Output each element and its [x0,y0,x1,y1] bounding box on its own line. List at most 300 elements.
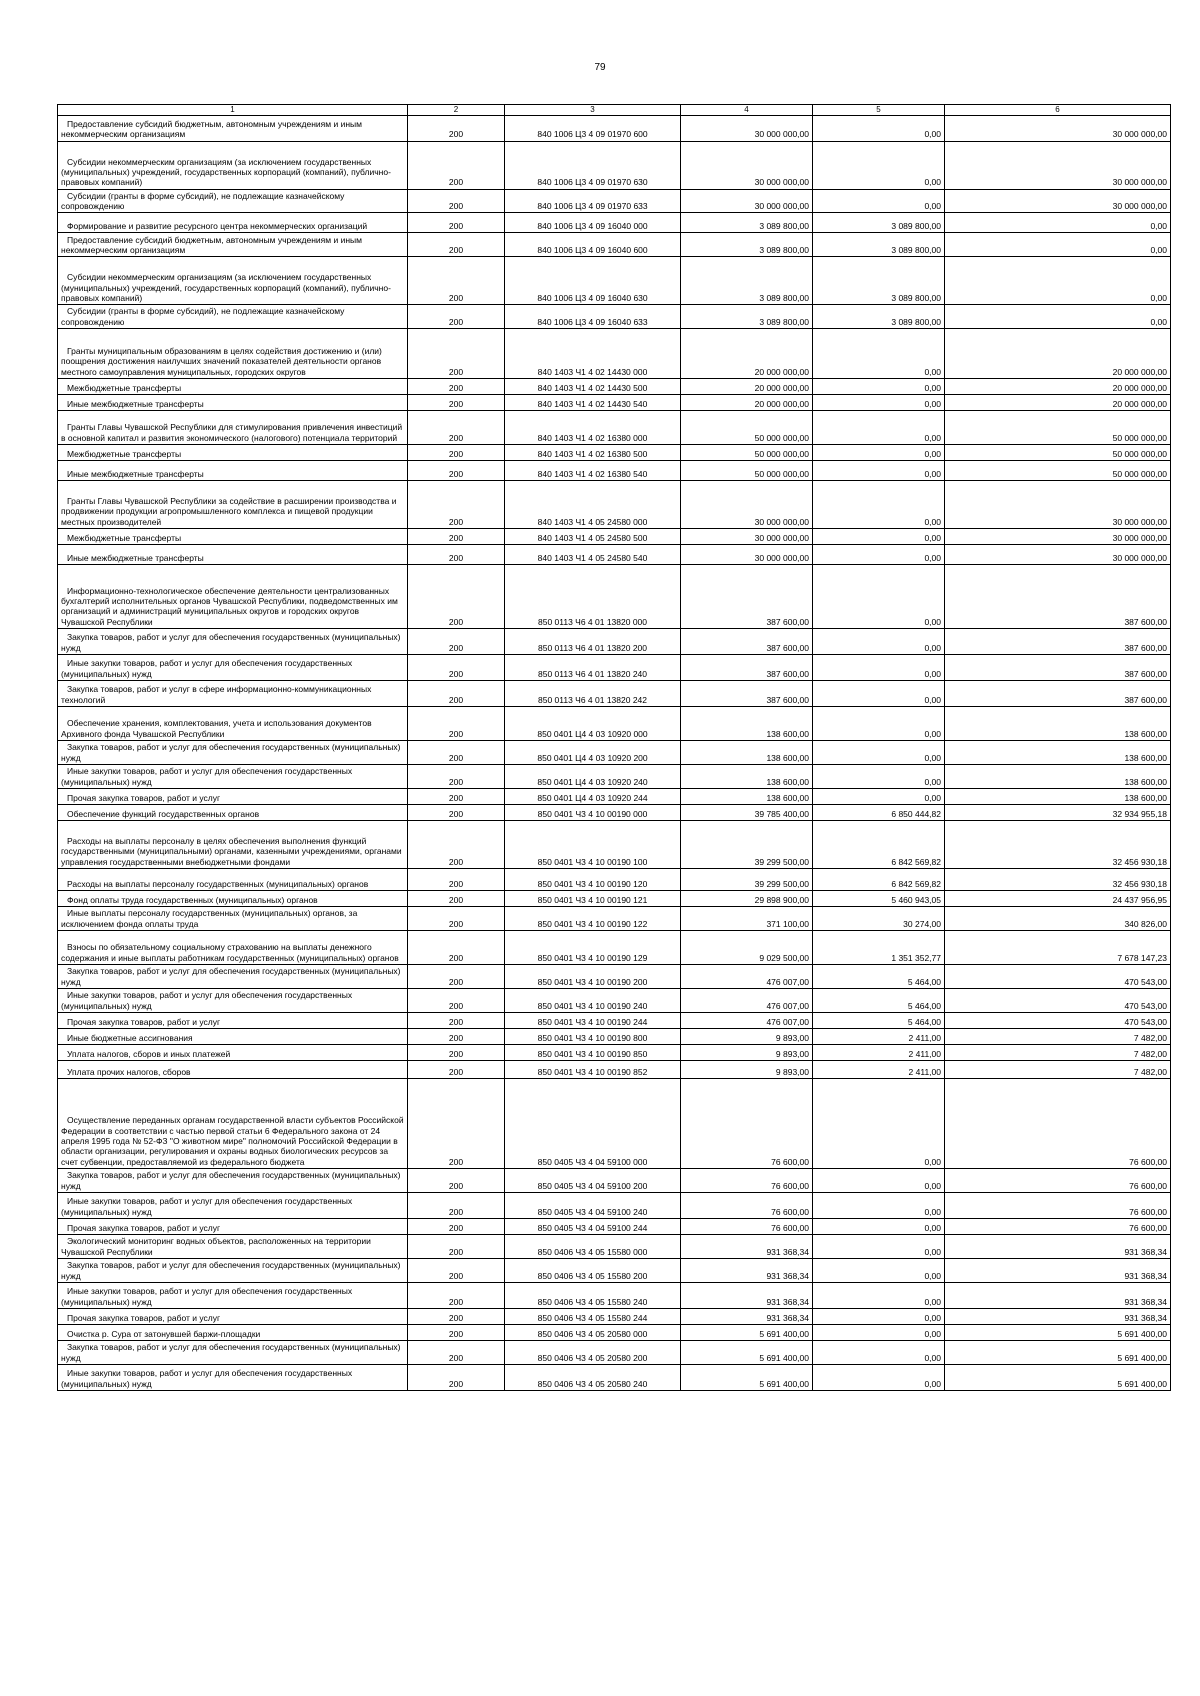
row-amount-remaining: 76 600,00 [945,1079,1171,1169]
table-row [58,765,1171,789]
row-name: Закупка товаров, работ и услуг для обеспечения государственных (муниципальных) нужд [58,741,408,765]
row-amount-plan: 50 000 000,00 [681,461,813,481]
table-row [58,481,1171,529]
row-col2: 200 [408,379,505,395]
row-name: Иные межбюджетные трансферты [58,461,408,481]
row-amount-plan: 30 000 000,00 [681,481,813,529]
row-amount-executed: 0,00 [813,445,945,461]
row-code: 840 1403 Ч1 4 05 24580 540 [505,545,681,565]
row-name: Очистка р. Сура от затонувшей баржи-площадки [58,1325,408,1341]
row-amount-plan: 9 893,00 [681,1045,813,1061]
row-col2: 200 [408,1309,505,1325]
row-amount-executed: 6 842 569,82 [813,821,945,869]
row-code: 850 0401 Ч3 4 10 00190 244 [505,1013,681,1029]
row-name: Гранты Главы Чувашской Республики для стимулирования привлечения инвестиций в основной капитал и развития экономического (налогового) потенциала территорий [58,411,408,445]
table-row [58,1079,1171,1169]
row-code: 840 1403 Ч1 4 05 24580 500 [505,529,681,545]
row-col2: 200 [408,989,505,1013]
table-row [58,529,1171,545]
row-name: Иные межбюджетные трансферты [58,395,408,411]
row-amount-remaining: 0,00 [945,213,1171,233]
table-row [58,257,1171,305]
table-row [58,189,1171,213]
table-row [58,1029,1171,1045]
row-col2: 200 [408,189,505,213]
row-amount-executed: 3 089 800,00 [813,233,945,257]
row-amount-remaining: 138 600,00 [945,741,1171,765]
table-row [58,741,1171,765]
row-amount-plan: 50 000 000,00 [681,445,813,461]
table-row [58,411,1171,445]
row-code: 850 0113 Ч6 4 01 13820 000 [505,565,681,629]
row-amount-remaining: 50 000 000,00 [945,461,1171,481]
row-name: Прочая закупка товаров, работ и услуг [58,1219,408,1235]
row-amount-executed: 0,00 [813,655,945,681]
row-col2: 200 [408,891,505,907]
row-col2: 200 [408,741,505,765]
row-amount-executed: 0,00 [813,765,945,789]
row-name: Закупка товаров, работ и услуг для обеспечения государственных (муниципальных) нужд [58,1169,408,1193]
table-row [58,233,1171,257]
row-amount-executed: 0,00 [813,1235,945,1259]
row-code: 850 0401 Ч3 4 10 00190 100 [505,821,681,869]
row-code: 840 1403 Ч1 4 02 14430 540 [505,395,681,411]
row-amount-remaining: 50 000 000,00 [945,411,1171,445]
row-code: 850 0401 Ц4 4 03 10920 200 [505,741,681,765]
row-col2: 200 [408,805,505,821]
row-amount-plan: 476 007,00 [681,965,813,989]
row-name: Иные закупки товаров, работ и услуг для обеспечения государственных (муниципальных) нужд [58,655,408,681]
row-amount-remaining: 5 691 400,00 [945,1341,1171,1365]
row-col2: 200 [408,965,505,989]
row-amount-executed: 3 089 800,00 [813,257,945,305]
table-row [58,789,1171,805]
row-amount-plan: 3 089 800,00 [681,257,813,305]
row-col2: 200 [408,461,505,481]
row-amount-remaining: 7 678 147,23 [945,931,1171,965]
row-name: Межбюджетные трансферты [58,445,408,461]
row-col2: 200 [408,681,505,707]
row-code: 850 0406 Ч3 4 05 15580 240 [505,1283,681,1309]
table-row [58,379,1171,395]
row-amount-executed: 0,00 [813,1193,945,1219]
table-row [58,1219,1171,1235]
row-amount-remaining: 7 482,00 [945,1029,1171,1045]
row-amount-remaining: 76 600,00 [945,1169,1171,1193]
row-amount-plan: 9 893,00 [681,1029,813,1045]
row-amount-plan: 9 029 500,00 [681,931,813,965]
row-col2: 200 [408,305,505,329]
row-col2: 200 [408,1325,505,1341]
row-code: 850 0405 Ч3 4 04 59100 200 [505,1169,681,1193]
row-name: Закупка товаров, работ и услуг для обеспечения государственных (муниципальных) нужд [58,1341,408,1365]
row-col2: 200 [408,1029,505,1045]
row-amount-remaining: 340 826,00 [945,907,1171,931]
row-code: 850 0405 Ч3 4 04 59100 240 [505,1193,681,1219]
row-code: 850 0401 Ч3 4 10 00190 852 [505,1061,681,1079]
row-amount-plan: 3 089 800,00 [681,233,813,257]
table-row [58,329,1171,379]
row-code: 840 1403 Ч1 4 02 14430 000 [505,329,681,379]
row-code: 840 1006 Ц3 4 09 16040 633 [505,305,681,329]
table-row [58,445,1171,461]
row-amount-plan: 76 600,00 [681,1193,813,1219]
row-code: 840 1006 Ц3 4 09 01970 600 [505,115,681,141]
row-name: Иные выплаты персоналу государственных (муниципальных) органов, за исключением фонда оплаты труда [58,907,408,931]
row-code: 850 0401 Ч3 4 10 00190 122 [505,907,681,931]
row-amount-plan: 931 368,34 [681,1309,813,1325]
row-amount-executed: 1 351 352,77 [813,931,945,965]
table-row [58,1193,1171,1219]
row-amount-plan: 9 893,00 [681,1061,813,1079]
row-amount-executed: 3 089 800,00 [813,213,945,233]
row-col2: 200 [408,329,505,379]
row-amount-plan: 20 000 000,00 [681,329,813,379]
column-header: 2 [408,105,505,116]
row-col2: 200 [408,257,505,305]
row-amount-plan: 20 000 000,00 [681,395,813,411]
row-col2: 200 [408,529,505,545]
row-name: Межбюджетные трансферты [58,529,408,545]
row-name: Гранты муниципальным образованиям в целях содействия достижению и (или) поощрения достижения наилучших значений показателей деятельности органов местного самоуправления муниципальных, городских округов [58,329,408,379]
table-row [58,1013,1171,1029]
row-amount-remaining: 0,00 [945,257,1171,305]
page-number: 79 [594,62,606,73]
row-name: Прочая закупка товаров, работ и услуг [58,1013,408,1029]
row-amount-remaining: 20 000 000,00 [945,379,1171,395]
row-amount-plan: 30 000 000,00 [681,545,813,565]
row-amount-remaining: 20 000 000,00 [945,329,1171,379]
row-amount-plan: 76 600,00 [681,1079,813,1169]
row-name: Прочая закупка товаров, работ и услуг [58,1309,408,1325]
row-col2: 200 [408,707,505,741]
row-amount-remaining: 387 600,00 [945,681,1171,707]
row-amount-plan: 387 600,00 [681,629,813,655]
row-amount-executed: 0,00 [813,1169,945,1193]
row-col2: 200 [408,1061,505,1079]
table-row [58,141,1171,189]
row-code: 850 0401 Ч3 4 10 00190 120 [505,869,681,891]
row-code: 840 1403 Ч1 4 02 16380 500 [505,445,681,461]
row-amount-remaining: 76 600,00 [945,1193,1171,1219]
row-name: Субсидии некоммерческим организациям (за исключением государственных (муниципальных) учреждений, государственных корпораций (компаний), публично-правовых компаний) [58,257,408,305]
row-col2: 200 [408,821,505,869]
row-amount-executed: 2 411,00 [813,1029,945,1045]
row-code: 850 0401 Ч3 4 10 00190 200 [505,965,681,989]
row-amount-remaining: 138 600,00 [945,707,1171,741]
table-row [58,305,1171,329]
row-code: 840 1006 Ц3 4 09 01970 630 [505,141,681,189]
row-name: Прочая закупка товаров, работ и услуг [58,789,408,805]
row-amount-executed: 5 460 943,05 [813,891,945,907]
row-amount-executed: 0,00 [813,681,945,707]
row-col2: 200 [408,907,505,931]
table-row [58,907,1171,931]
row-amount-plan: 30 000 000,00 [681,115,813,141]
row-name: Иные закупки товаров, работ и услуг для обеспечения государственных (муниципальных) нужд [58,1365,408,1391]
row-amount-remaining: 20 000 000,00 [945,395,1171,411]
table-row [58,1283,1171,1309]
row-name: Обеспечение функций государственных органов [58,805,408,821]
row-name: Взносы по обязательному социальному страхованию на выплаты денежного содержания и иные выплаты работникам государственных (муниципальных) органов [58,931,408,965]
table-row [58,989,1171,1013]
row-code: 840 1006 Ц3 4 09 16040 630 [505,257,681,305]
row-name: Уплата налогов, сборов и иных платежей [58,1045,408,1061]
row-amount-executed: 0,00 [813,141,945,189]
row-amount-executed: 6 842 569,82 [813,869,945,891]
row-name: Уплата прочих налогов, сборов [58,1061,408,1079]
row-col2: 200 [408,869,505,891]
row-amount-plan: 138 600,00 [681,707,813,741]
row-code: 850 0406 Ч3 4 05 20580 240 [505,1365,681,1391]
row-amount-remaining: 7 482,00 [945,1061,1171,1079]
table-row [58,707,1171,741]
row-amount-executed: 0,00 [813,707,945,741]
row-amount-executed: 0,00 [813,395,945,411]
row-amount-executed: 30 274,00 [813,907,945,931]
row-amount-plan: 138 600,00 [681,765,813,789]
row-amount-remaining: 470 543,00 [945,1013,1171,1029]
row-code: 840 1403 Ч1 4 05 24580 000 [505,481,681,529]
column-header: 6 [945,105,1171,116]
table-row [58,1259,1171,1283]
table-row [58,565,1171,629]
row-amount-remaining: 470 543,00 [945,989,1171,1013]
column-number-row [58,105,1171,116]
table-row [58,931,1171,965]
row-amount-executed: 0,00 [813,329,945,379]
row-amount-plan: 30 000 000,00 [681,529,813,545]
row-code: 850 0401 Ц4 4 03 10920 000 [505,707,681,741]
row-col2: 200 [408,545,505,565]
row-name: Расходы на выплаты персоналу государственных (муниципальных) органов [58,869,408,891]
row-amount-plan: 39 785 400,00 [681,805,813,821]
row-col2: 200 [408,931,505,965]
row-col2: 200 [408,765,505,789]
row-code: 850 0405 Ч3 4 04 59100 000 [505,1079,681,1169]
row-amount-executed: 0,00 [813,189,945,213]
row-amount-executed: 0,00 [813,741,945,765]
row-code: 850 0401 Ц4 4 03 10920 244 [505,789,681,805]
row-name: Закупка товаров, работ и услуг для обеспечения государственных (муниципальных) нужд [58,629,408,655]
row-amount-plan: 3 089 800,00 [681,305,813,329]
table-row [58,1309,1171,1325]
row-amount-remaining: 76 600,00 [945,1219,1171,1235]
row-name: Иные закупки товаров, работ и услуг для обеспечения государственных (муниципальных) нужд [58,1193,408,1219]
row-amount-executed: 0,00 [813,565,945,629]
row-amount-remaining: 931 368,34 [945,1235,1171,1259]
row-amount-plan: 371 100,00 [681,907,813,931]
row-amount-plan: 76 600,00 [681,1169,813,1193]
row-name: Иные закупки товаров, работ и услуг для обеспечения государственных (муниципальных) нужд [58,765,408,789]
row-amount-executed: 0,00 [813,1079,945,1169]
row-name: Предоставление субсидий бюджетным, автономным учреждениям и иным некоммерческим организациям [58,233,408,257]
row-col2: 200 [408,1259,505,1283]
table-row [58,1169,1171,1193]
row-amount-remaining: 30 000 000,00 [945,529,1171,545]
row-col2: 200 [408,445,505,461]
row-amount-remaining: 0,00 [945,233,1171,257]
row-amount-executed: 0,00 [813,1219,945,1235]
table-row [58,1341,1171,1365]
table-row [58,891,1171,907]
row-amount-remaining: 32 934 955,18 [945,805,1171,821]
row-col2: 200 [408,1193,505,1219]
row-amount-remaining: 5 691 400,00 [945,1325,1171,1341]
row-amount-remaining: 138 600,00 [945,789,1171,805]
table-row [58,461,1171,481]
table-body [58,115,1171,1390]
row-amount-plan: 5 691 400,00 [681,1325,813,1341]
row-amount-remaining: 24 437 956,95 [945,891,1171,907]
row-amount-plan: 931 368,34 [681,1283,813,1309]
row-name: Формирование и развитие ресурсного центра некоммерческих организаций [58,213,408,233]
table-row [58,213,1171,233]
row-amount-executed: 0,00 [813,115,945,141]
row-code: 850 0401 Ч3 4 10 00190 000 [505,805,681,821]
row-amount-plan: 931 368,34 [681,1235,813,1259]
row-amount-plan: 476 007,00 [681,989,813,1013]
row-amount-plan: 29 898 900,00 [681,891,813,907]
row-col2: 200 [408,1283,505,1309]
row-name: Субсидии некоммерческим организациям (за исключением государственных (муниципальных) учреждений, государственных корпораций (компаний), публично-правовых компаний) [58,141,408,189]
table-row [58,965,1171,989]
row-amount-executed: 2 411,00 [813,1061,945,1079]
row-code: 850 0113 Ч6 4 01 13820 240 [505,655,681,681]
row-amount-executed: 6 850 444,82 [813,805,945,821]
row-amount-executed: 0,00 [813,789,945,805]
row-col2: 200 [408,395,505,411]
row-amount-executed: 0,00 [813,1283,945,1309]
row-name: Межбюджетные трансферты [58,379,408,395]
row-code: 840 1403 Ч1 4 02 14430 500 [505,379,681,395]
table-row [58,1045,1171,1061]
column-header: 3 [505,105,681,116]
table-row [58,545,1171,565]
row-code: 840 1006 Ц3 4 09 01970 633 [505,189,681,213]
row-amount-remaining: 387 600,00 [945,629,1171,655]
row-col2: 200 [408,1219,505,1235]
table-row [58,115,1171,141]
row-amount-remaining: 30 000 000,00 [945,115,1171,141]
row-amount-remaining: 931 368,34 [945,1283,1171,1309]
row-amount-plan: 76 600,00 [681,1219,813,1235]
row-amount-plan: 387 600,00 [681,681,813,707]
row-code: 850 0113 Ч6 4 01 13820 200 [505,629,681,655]
row-name: Иные межбюджетные трансферты [58,545,408,565]
row-amount-remaining: 32 456 930,18 [945,821,1171,869]
row-amount-remaining: 30 000 000,00 [945,189,1171,213]
row-amount-remaining: 931 368,34 [945,1259,1171,1283]
table-row [58,805,1171,821]
row-code: 850 0406 Ч3 4 05 20580 200 [505,1341,681,1365]
row-amount-executed: 5 464,00 [813,1013,945,1029]
row-name: Экологический мониторинг водных объектов, расположенных на территории Чувашской Республики [58,1235,408,1259]
row-amount-executed: 0,00 [813,1259,945,1283]
row-code: 840 1403 Ч1 4 02 16380 000 [505,411,681,445]
row-amount-plan: 138 600,00 [681,789,813,805]
budget-table [57,104,1171,1391]
row-name: Предоставление субсидий бюджетным, автономным учреждениям и иным некоммерческим организациям [58,115,408,141]
row-code: 850 0113 Ч6 4 01 13820 242 [505,681,681,707]
row-code: 850 0405 Ч3 4 04 59100 244 [505,1219,681,1235]
row-col2: 200 [408,565,505,629]
row-name: Иные закупки товаров, работ и услуг для обеспечения государственных (муниципальных) нужд [58,1283,408,1309]
row-code: 840 1403 Ч1 4 02 16380 540 [505,461,681,481]
row-amount-remaining: 0,00 [945,305,1171,329]
row-code: 850 0401 Ч3 4 10 00190 129 [505,931,681,965]
row-amount-executed: 0,00 [813,481,945,529]
row-code: 850 0406 Ч3 4 05 15580 000 [505,1235,681,1259]
row-code: 840 1006 Ц3 4 09 16040 000 [505,213,681,233]
row-amount-executed: 0,00 [813,411,945,445]
table-row [58,869,1171,891]
row-amount-plan: 50 000 000,00 [681,411,813,445]
table-row [58,681,1171,707]
column-header: 5 [813,105,945,116]
row-amount-executed: 0,00 [813,1341,945,1365]
row-amount-executed: 0,00 [813,1325,945,1341]
row-name: Информационно-технологическое обеспечение деятельности централизованных бухгалтерий исполнительных органов Чувашской Республики, подведомственных им организаций и администраций муниципальных округов и городских округов Чувашской Республики [58,565,408,629]
row-amount-plan: 39 299 500,00 [681,869,813,891]
row-name: Закупка товаров, работ и услуг для обеспечения государственных (муниципальных) нужд [58,1259,408,1283]
table-row [58,1325,1171,1341]
row-name: Субсидии (гранты в форме субсидий), не подлежащие казначейскому сопровождению [58,305,408,329]
row-col2: 200 [408,1079,505,1169]
row-amount-plan: 138 600,00 [681,741,813,765]
table-row [58,1061,1171,1079]
row-amount-executed: 3 089 800,00 [813,305,945,329]
table-row [58,1365,1171,1391]
row-amount-remaining: 30 000 000,00 [945,481,1171,529]
row-amount-executed: 0,00 [813,529,945,545]
row-code: 850 0406 Ч3 4 05 20580 000 [505,1325,681,1341]
row-col2: 200 [408,1365,505,1391]
row-amount-executed: 5 464,00 [813,965,945,989]
row-amount-plan: 20 000 000,00 [681,379,813,395]
row-amount-remaining: 387 600,00 [945,565,1171,629]
row-col2: 200 [408,655,505,681]
row-name: Расходы на выплаты персоналу в целях обеспечения выполнения функций государственными (муниципальными) органами, казенными учреждениями, органами управления государственными внебюджетными фондами [58,821,408,869]
row-code: 850 0406 Ч3 4 05 15580 244 [505,1309,681,1325]
row-col2: 200 [408,141,505,189]
column-header: 1 [58,105,408,116]
row-name: Закупка товаров, работ и услуг в сфере информационно-коммуникационных технологий [58,681,408,707]
row-col2: 200 [408,1013,505,1029]
row-name: Иные закупки товаров, работ и услуг для обеспечения государственных (муниципальных) нужд [58,989,408,1013]
row-amount-plan: 39 299 500,00 [681,821,813,869]
row-col2: 200 [408,1045,505,1061]
row-col2: 200 [408,1341,505,1365]
row-code: 850 0406 Ч3 4 05 15580 200 [505,1259,681,1283]
row-amount-executed: 0,00 [813,461,945,481]
row-amount-plan: 931 368,34 [681,1259,813,1283]
row-amount-plan: 5 691 400,00 [681,1365,813,1391]
row-amount-plan: 387 600,00 [681,565,813,629]
row-name: Фонд оплаты труда государственных (муниципальных) органов [58,891,408,907]
row-amount-remaining: 30 000 000,00 [945,141,1171,189]
row-amount-executed: 5 464,00 [813,989,945,1013]
row-amount-remaining: 32 456 930,18 [945,869,1171,891]
row-amount-remaining: 138 600,00 [945,765,1171,789]
row-col2: 200 [408,213,505,233]
table-row [58,821,1171,869]
row-amount-plan: 387 600,00 [681,655,813,681]
row-amount-remaining: 50 000 000,00 [945,445,1171,461]
row-amount-executed: 0,00 [813,379,945,395]
column-header: 4 [681,105,813,116]
row-amount-executed: 2 411,00 [813,1045,945,1061]
